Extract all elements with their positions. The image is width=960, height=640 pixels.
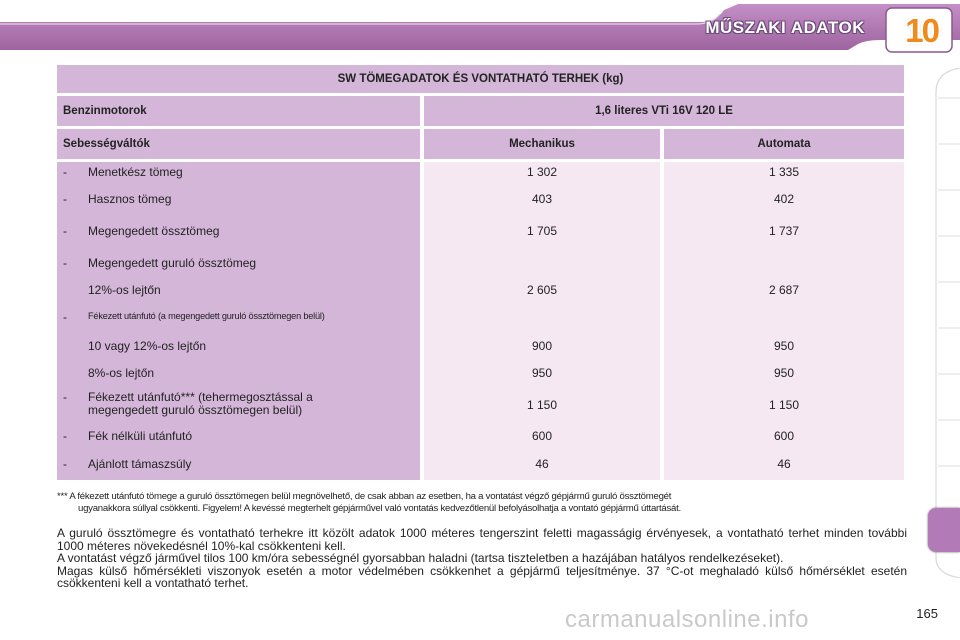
chapter-title: MŰSZAKI ADATOK [705, 18, 865, 37]
footnote [57, 491, 907, 515]
gearbox-label: Sebességváltók [57, 129, 420, 159]
chapter-tab-active[interactable] [928, 508, 960, 552]
side-tab-strip [930, 68, 960, 578]
auto-value: 1 737 [768, 224, 800, 238]
auto-value: 402 [773, 192, 795, 206]
col-manual-header: Mechanikus [424, 129, 660, 159]
auto-value: 46 [777, 457, 791, 471]
weights-table [57, 65, 904, 480]
body-text [57, 527, 907, 590]
page-number: 165 [916, 606, 938, 621]
auto-value: 600 [773, 429, 795, 443]
paragraph: Magas külső hőmérsékleti viszonyok esetén a motor védelmében csökkenhet a gépjármű teljesítménye. 37 °C-ot meghaladó külső hőmérséklet esetén csökkenteni kell a vontatható terhet. [57, 563, 907, 591]
col-auto-header: Automata [664, 129, 904, 159]
engine-value: 1,6 literes VTi 16V 120 LE [424, 96, 904, 126]
watermark: carmanualsonline.info [565, 606, 809, 633]
engine-label: Benzinmotorok [57, 96, 420, 126]
paragraph: A guruló össztömegre és vontatható terhekre itt közölt adatok 1000 méteres tengerszint feletti magasságig érvényesek, a vontatható terhet minden további 1000 méteres növekedésnél 10%-kal csökkenteni kell. [57, 526, 907, 553]
manual-value: 1 150 [526, 398, 558, 412]
footnote-line-1: *** A fékezett utánfutó tömege a guruló össztömegen belül megnövelhető, de csak abban az esetben, ha a vontatást végző gépjármű guruló össztömegét [57, 491, 672, 502]
manual-value: 1 705 [526, 224, 558, 238]
chapter-header [0, 0, 960, 58]
auto-value: 1 150 [768, 398, 800, 412]
manual-value: 900 [531, 339, 553, 353]
auto-value: 950 [773, 366, 795, 380]
auto-value: 950 [773, 339, 795, 353]
auto-column [664, 162, 904, 480]
manual-column [424, 162, 660, 480]
manual-value: 403 [531, 192, 553, 206]
paragraph: A vontatást végző járművel tilos 100 km/óra sebességnél gyorsabban haladni (tartsa tiszteletben a hazájában hatályos rendelkezéseket). [57, 551, 784, 566]
manual-value: 1 302 [526, 165, 558, 179]
auto-value: 2 687 [768, 283, 800, 297]
manual-value: 950 [531, 366, 553, 380]
footnote-line-2: ugyanakkora súllyal csökkenti. Figyelem! A kevéssé megterhelt gépjárművel való vontatás kedvezőtlenül befolyásolhatja a vontató gépjármű úttartását. [78, 503, 681, 514]
manual-value: 46 [535, 457, 549, 471]
table-title: SW TÖMEGADATOK ÉS VONTATHATÓ TERHEK (kg) [57, 65, 904, 93]
label-column: - Menetkész tömeg - Hasznos tömeg - Megengedett össztömeg - Megengedett guruló össztömeg 12%-os lejtőn - Fékezett utánfutó (a megengedett guruló össztömegen belül) 10 vagy 12%-os lejtőn 8%-os lejtőn - Fékezett utánfutó*** (tehermegosztással a megengedett guruló össztömegen belül) - Fék nélküli utánfutó - Ajánlott támaszsúly [57, 162, 420, 480]
chapter-number: 10 [905, 12, 938, 49]
manual-value: 600 [531, 429, 553, 443]
manual-value: 2 605 [526, 283, 558, 297]
auto-value: 1 335 [768, 165, 800, 179]
